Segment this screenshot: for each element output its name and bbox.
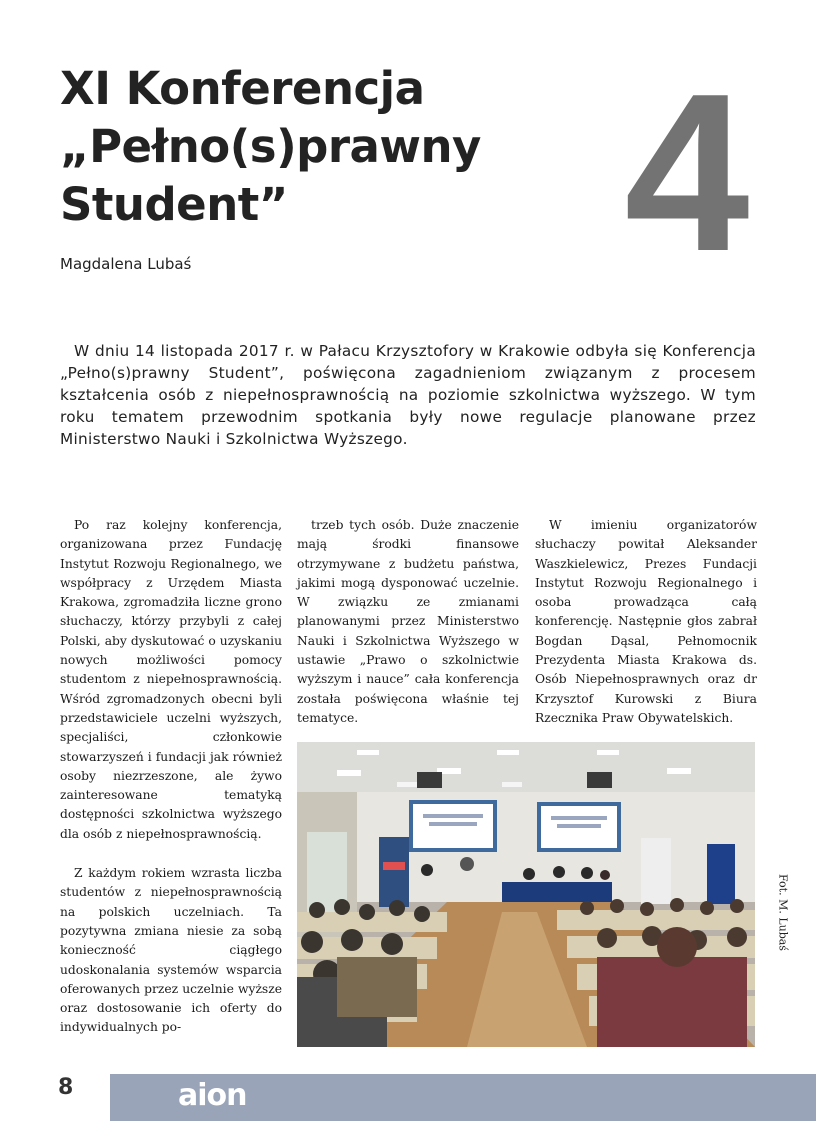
title-line-3: Student”	[60, 178, 288, 231]
body-paragraph: Po raz kolejny konferencja, organizowana przez Fundację Instytut Rozwoju Regionalnego, we współpracy z Urzędem Miasta Krakowa, zgromadziła liczne grono słuchaczy, którzy przybyli z całej Polski, aby dyskutować o uzyskaniu nowych możliwości pomocy studentom z niepełnosprawnością. Wśród zgromadzonych obecni byli przedstawiciele uczelni wyższych, specjaliści, członkowie stowarzyszeń i fundacji jak również osoby niezrzeszone, ale żywo zainteresowane tematyką dostępności szkolnictwa wyższego dla osób z niepełnosprawnością.	[60, 518, 282, 841]
photo-credit: Fot. M. Lubaś	[776, 873, 790, 951]
title-line-1: XI Konferencja	[60, 62, 425, 115]
text-column-3	[535, 516, 757, 748]
footer-band	[110, 1074, 816, 1121]
text-column-2	[297, 516, 519, 748]
lead-paragraph: W dniu 14 listopada 2017 r. w Pałacu Krzysztofory w Krakowie odbyła się Konferencja „Pełno(s)prawny Student”, poświęcona zagadnieniom związanym z procesem kształcenia osób z niepełnosprawnością na poziomie szkolnictwa wyższego. W tym roku tematem przewodnim spotkania były nowe regulacje planowane przez Ministerstwo Nauki i Szkolnictwa Wyższego.	[60, 342, 756, 448]
publisher-logo: aion	[178, 1078, 247, 1113]
conference-photo	[297, 742, 755, 1047]
text-column-1	[60, 516, 282, 1058]
chapter-number: 4	[624, 46, 750, 298]
body-paragraph: W imieniu organizatorów słuchaczy powitał Aleksander Waszkielewicz, Prezes Fundacji Instytut Rozwoju Regionalnego i osoba prowadząca całą konferencję. Następnie głos zabrał Bogdan Dąsal, Pełnomocnik Prezydenta Miasta Krakowa ds. Osób Niepełnosprawnych oraz dr Krzysztof Kurowski z Biura Rzecznika Praw Obywatelskich.	[535, 518, 757, 725]
body-paragraph: trzeb tych osób. Duże znaczenie mają środki finansowe otrzymywane z budżetu państwa, jakimi mogą dysponować uczelnie. W związku ze zmianami planowanymi przez Ministerstwo Nauki i Szkolnictwa Wyższego w ustawie „Prawo o szkolnictwie wyższym i nauce” cała konferencja została poświęcona właśnie tej tematyce.	[297, 518, 519, 725]
article-title	[60, 60, 600, 234]
body-paragraph: Z każdym rokiem wzrasta liczba studentów z niepełnosprawnością na polskich uczelniach. Ta pozytywna zmiana niesie za sobą konieczność ciągłego udoskonalania systemów wsparcia oferowanych przez uczelnie wyższe oraz dostosowanie ich oferty do indywidualnych po-	[60, 866, 282, 1035]
title-line-2: „Pełno(s)prawny	[60, 120, 481, 173]
page-number: 8	[58, 1075, 74, 1100]
author-name: Magdalena Lubaś	[60, 255, 192, 273]
